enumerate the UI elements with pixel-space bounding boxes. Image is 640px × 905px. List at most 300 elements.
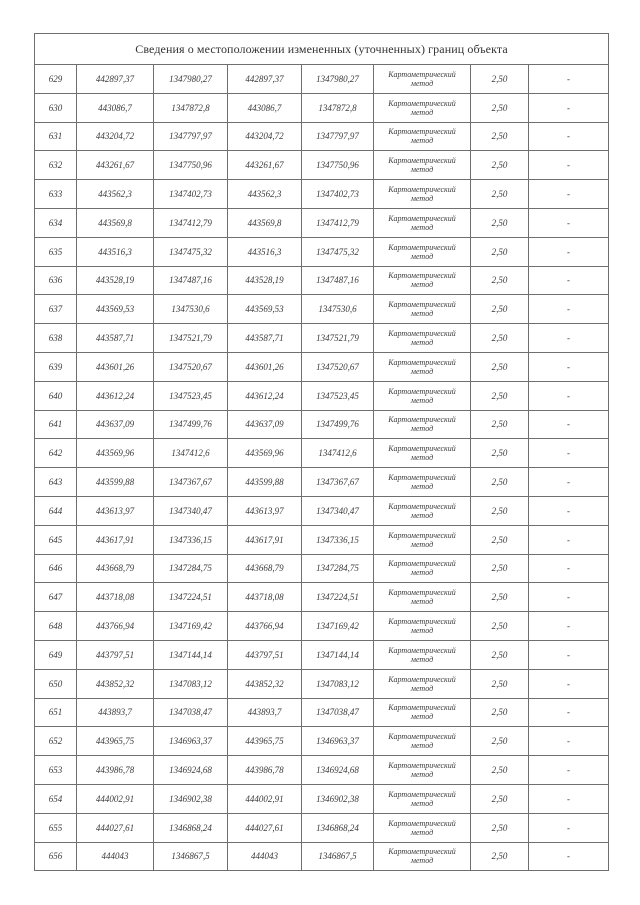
method-text: Картометрический — [388, 703, 456, 713]
method-cell — [374, 93, 471, 122]
method-cell — [374, 525, 471, 554]
refined-x-cell: 444027,61 — [228, 813, 302, 842]
method-cell — [374, 468, 471, 497]
existing-y-cell: 1346963,37 — [154, 727, 228, 756]
existing-x-cell: 443965,75 — [77, 727, 154, 756]
method-text: Картометрический — [388, 185, 456, 195]
boundary-coordinates-table — [34, 33, 609, 871]
method-text: Картометрический — [388, 444, 456, 454]
point-number-cell: 633 — [35, 180, 77, 209]
table-row — [35, 842, 609, 871]
point-number-cell: 635 — [35, 237, 77, 266]
existing-y-cell: 1347487,16 — [154, 266, 228, 295]
existing-x-cell: 443599,88 — [77, 468, 154, 497]
method-text: Картометрический — [388, 127, 456, 137]
refined-y-cell: 1346868,24 — [302, 813, 374, 842]
refined-x-cell: 443587,71 — [228, 324, 302, 353]
existing-x-cell: 443528,19 — [77, 266, 154, 295]
existing-x-cell: 443562,3 — [77, 180, 154, 209]
table-row — [35, 756, 609, 785]
method-text: Картометрический — [388, 732, 456, 742]
existing-x-cell: 443601,26 — [77, 352, 154, 381]
point-number-cell: 637 — [35, 295, 77, 324]
existing-x-cell: 443569,96 — [77, 439, 154, 468]
method-cell — [374, 813, 471, 842]
method-text: метод — [410, 222, 434, 232]
refined-x-cell: 443562,3 — [228, 180, 302, 209]
description-cell: - — [529, 295, 609, 324]
refined-x-cell: 443965,75 — [228, 727, 302, 756]
point-number-cell: 641 — [35, 410, 77, 439]
refined-x-cell: 443668,79 — [228, 554, 302, 583]
existing-x-cell: 443569,8 — [77, 208, 154, 237]
refined-x-cell: 443599,88 — [228, 468, 302, 497]
description-cell: - — [529, 468, 609, 497]
description-cell: - — [529, 439, 609, 468]
refined-x-cell: 443601,26 — [228, 352, 302, 381]
method-cell — [374, 612, 471, 641]
existing-y-cell: 1347224,51 — [154, 583, 228, 612]
refined-y-cell: 1347487,16 — [302, 266, 374, 295]
method-text: Картометрический — [388, 818, 456, 828]
refined-x-cell: 443516,3 — [228, 237, 302, 266]
method-text: Картометрический — [388, 789, 456, 799]
method-text: метод — [410, 424, 434, 434]
method-cell — [374, 842, 471, 871]
table-row — [35, 698, 609, 727]
method-text: Картометрический — [388, 329, 456, 339]
table-row — [35, 525, 609, 554]
method-cell — [374, 640, 471, 669]
method-cell — [374, 180, 471, 209]
description-cell: - — [529, 180, 609, 209]
point-number-cell: 644 — [35, 496, 77, 525]
precision-cell: 2,50 — [471, 525, 529, 554]
refined-y-cell: 1347521,79 — [302, 324, 374, 353]
refined-y-cell: 1347750,96 — [302, 151, 374, 180]
existing-y-cell: 1347083,12 — [154, 669, 228, 698]
refined-x-cell: 443204,72 — [228, 122, 302, 151]
point-number-cell: 639 — [35, 352, 77, 381]
method-cell — [374, 208, 471, 237]
existing-y-cell: 1347336,15 — [154, 525, 228, 554]
method-cell — [374, 324, 471, 353]
refined-x-cell: 444043 — [228, 842, 302, 871]
method-text: Картометрический — [388, 617, 456, 627]
method-text: метод — [410, 626, 434, 636]
table-row — [35, 352, 609, 381]
description-cell: - — [529, 208, 609, 237]
refined-x-cell: 443261,67 — [228, 151, 302, 180]
method-text: Картометрический — [388, 473, 456, 483]
method-text: Картометрический — [388, 271, 456, 281]
point-number-cell: 640 — [35, 381, 77, 410]
existing-x-cell: 443204,72 — [77, 122, 154, 151]
method-text: Картометрический — [388, 98, 456, 108]
point-number-cell: 649 — [35, 640, 77, 669]
description-cell: - — [529, 151, 609, 180]
point-number-cell: 642 — [35, 439, 77, 468]
existing-x-cell: 443261,67 — [77, 151, 154, 180]
method-cell — [374, 727, 471, 756]
method-text: Картометрический — [388, 674, 456, 684]
existing-y-cell: 1347797,97 — [154, 122, 228, 151]
description-cell: - — [529, 93, 609, 122]
refined-y-cell: 1347169,42 — [302, 612, 374, 641]
method-text: Картометрический — [388, 213, 456, 223]
existing-x-cell: 444043 — [77, 842, 154, 871]
existing-y-cell: 1346902,38 — [154, 784, 228, 813]
precision-cell: 2,50 — [471, 151, 529, 180]
table-row — [35, 496, 609, 525]
existing-x-cell: 443637,09 — [77, 410, 154, 439]
table-row — [35, 381, 609, 410]
refined-y-cell: 1346924,68 — [302, 756, 374, 785]
existing-x-cell: 443612,24 — [77, 381, 154, 410]
method-text: метод — [410, 827, 434, 837]
refined-x-cell: 443617,91 — [228, 525, 302, 554]
precision-cell: 2,50 — [471, 554, 529, 583]
method-text: метод — [410, 280, 434, 290]
precision-cell: 2,50 — [471, 93, 529, 122]
table-row — [35, 410, 609, 439]
method-cell — [374, 266, 471, 295]
method-cell — [374, 756, 471, 785]
existing-y-cell: 1347980,27 — [154, 65, 228, 94]
point-number-cell: 648 — [35, 612, 77, 641]
existing-x-cell: 443569,53 — [77, 295, 154, 324]
existing-y-cell: 1346924,68 — [154, 756, 228, 785]
precision-cell: 2,50 — [471, 496, 529, 525]
method-text: Картометрический — [388, 761, 456, 771]
refined-y-cell: 1347980,27 — [302, 65, 374, 94]
refined-y-cell: 1347340,47 — [302, 496, 374, 525]
refined-y-cell: 1347038,47 — [302, 698, 374, 727]
refined-y-cell: 1347083,12 — [302, 669, 374, 698]
refined-x-cell: 443893,7 — [228, 698, 302, 727]
existing-x-cell: 443613,97 — [77, 496, 154, 525]
existing-x-cell: 444027,61 — [77, 813, 154, 842]
existing-y-cell: 1347284,75 — [154, 554, 228, 583]
method-cell — [374, 669, 471, 698]
precision-cell: 2,50 — [471, 324, 529, 353]
existing-y-cell: 1347499,76 — [154, 410, 228, 439]
description-cell: - — [529, 842, 609, 871]
point-number-cell: 650 — [35, 669, 77, 698]
refined-x-cell: 443086,7 — [228, 93, 302, 122]
existing-y-cell: 1347144,14 — [154, 640, 228, 669]
method-text: метод — [410, 194, 434, 204]
refined-x-cell: 443528,19 — [228, 266, 302, 295]
existing-y-cell: 1347169,42 — [154, 612, 228, 641]
point-number-cell: 647 — [35, 583, 77, 612]
description-cell: - — [529, 813, 609, 842]
method-text: Картометрический — [388, 415, 456, 425]
precision-cell: 2,50 — [471, 669, 529, 698]
precision-cell: 2,50 — [471, 842, 529, 871]
method-text: метод — [410, 395, 434, 405]
description-cell: - — [529, 640, 609, 669]
refined-y-cell: 1347284,75 — [302, 554, 374, 583]
method-text: Картометрический — [388, 645, 456, 655]
existing-y-cell: 1346868,24 — [154, 813, 228, 842]
method-text: Картометрический — [388, 588, 456, 598]
description-cell: - — [529, 324, 609, 353]
method-text: метод — [410, 798, 434, 808]
refined-y-cell: 1347499,76 — [302, 410, 374, 439]
table-row — [35, 180, 609, 209]
description-cell: - — [529, 496, 609, 525]
precision-cell: 2,50 — [471, 727, 529, 756]
precision-cell: 2,50 — [471, 266, 529, 295]
precision-cell: 2,50 — [471, 381, 529, 410]
method-text: метод — [410, 712, 434, 722]
precision-cell: 2,50 — [471, 813, 529, 842]
table-row — [35, 554, 609, 583]
existing-x-cell: 443587,71 — [77, 324, 154, 353]
existing-y-cell: 1347038,47 — [154, 698, 228, 727]
precision-cell: 2,50 — [471, 295, 529, 324]
method-cell — [374, 295, 471, 324]
existing-y-cell: 1347412,79 — [154, 208, 228, 237]
point-number-cell: 631 — [35, 122, 77, 151]
existing-x-cell: 442897,37 — [77, 65, 154, 94]
table-body — [35, 65, 609, 871]
point-number-cell: 651 — [35, 698, 77, 727]
refined-x-cell: 444002,91 — [228, 784, 302, 813]
refined-y-cell: 1347402,73 — [302, 180, 374, 209]
method-text: метод — [410, 654, 434, 664]
method-cell — [374, 496, 471, 525]
existing-x-cell: 443086,7 — [77, 93, 154, 122]
refined-x-cell: 443569,96 — [228, 439, 302, 468]
refined-x-cell: 443569,53 — [228, 295, 302, 324]
precision-cell: 2,50 — [471, 698, 529, 727]
precision-cell: 2,50 — [471, 439, 529, 468]
existing-y-cell: 1347521,79 — [154, 324, 228, 353]
table-row — [35, 813, 609, 842]
existing-x-cell: 444002,91 — [77, 784, 154, 813]
point-number-cell: 630 — [35, 93, 77, 122]
refined-x-cell: 443718,08 — [228, 583, 302, 612]
refined-y-cell: 1347520,67 — [302, 352, 374, 381]
method-text: Картометрический — [388, 501, 456, 511]
refined-x-cell: 443797,51 — [228, 640, 302, 669]
description-cell: - — [529, 698, 609, 727]
description-cell: - — [529, 381, 609, 410]
method-text: метод — [410, 165, 434, 175]
table-title: Сведения о местоположении измененных (уточненных) границ объекта — [35, 34, 609, 65]
point-number-cell: 654 — [35, 784, 77, 813]
refined-y-cell: 1347872,8 — [302, 93, 374, 122]
refined-y-cell: 1347224,51 — [302, 583, 374, 612]
method-text: метод — [410, 741, 434, 751]
precision-cell: 2,50 — [471, 352, 529, 381]
point-number-cell: 636 — [35, 266, 77, 295]
existing-x-cell: 443718,08 — [77, 583, 154, 612]
method-text: метод — [410, 856, 434, 866]
existing-y-cell: 1347402,73 — [154, 180, 228, 209]
precision-cell: 2,50 — [471, 612, 529, 641]
description-cell: - — [529, 65, 609, 94]
method-text: Картометрический — [388, 386, 456, 396]
method-text: метод — [410, 309, 434, 319]
method-text: метод — [410, 107, 434, 117]
existing-x-cell: 443668,79 — [77, 554, 154, 583]
existing-y-cell: 1347750,96 — [154, 151, 228, 180]
precision-cell: 2,50 — [471, 410, 529, 439]
method-text: Картометрический — [388, 530, 456, 540]
method-cell — [374, 439, 471, 468]
refined-y-cell: 1347412,6 — [302, 439, 374, 468]
method-text: метод — [410, 683, 434, 693]
table-row — [35, 468, 609, 497]
precision-cell: 2,50 — [471, 65, 529, 94]
table-row — [35, 122, 609, 151]
method-text: метод — [410, 78, 434, 88]
method-text: Картометрический — [388, 300, 456, 310]
refined-y-cell: 1347144,14 — [302, 640, 374, 669]
method-cell — [374, 65, 471, 94]
method-cell — [374, 151, 471, 180]
existing-x-cell: 443797,51 — [77, 640, 154, 669]
precision-cell: 2,50 — [471, 756, 529, 785]
point-number-cell: 638 — [35, 324, 77, 353]
point-number-cell: 653 — [35, 756, 77, 785]
existing-y-cell: 1346867,5 — [154, 842, 228, 871]
existing-y-cell: 1347367,67 — [154, 468, 228, 497]
method-cell — [374, 352, 471, 381]
point-number-cell: 632 — [35, 151, 77, 180]
existing-y-cell: 1347412,6 — [154, 439, 228, 468]
method-text: Картометрический — [388, 847, 456, 857]
method-cell — [374, 784, 471, 813]
table-row — [35, 237, 609, 266]
description-cell: - — [529, 352, 609, 381]
table-row — [35, 727, 609, 756]
method-cell — [374, 698, 471, 727]
method-text: метод — [410, 338, 434, 348]
precision-cell: 2,50 — [471, 208, 529, 237]
method-text: метод — [410, 251, 434, 261]
method-text: метод — [410, 453, 434, 463]
refined-x-cell: 443613,97 — [228, 496, 302, 525]
method-text: метод — [410, 482, 434, 492]
method-text: метод — [410, 770, 434, 780]
method-cell — [374, 237, 471, 266]
point-number-cell: 629 — [35, 65, 77, 94]
method-text: метод — [410, 136, 434, 146]
table-row — [35, 208, 609, 237]
refined-x-cell: 443986,78 — [228, 756, 302, 785]
precision-cell: 2,50 — [471, 237, 529, 266]
point-number-cell: 656 — [35, 842, 77, 871]
existing-y-cell: 1347530,6 — [154, 295, 228, 324]
refined-x-cell: 443612,24 — [228, 381, 302, 410]
existing-x-cell: 443852,32 — [77, 669, 154, 698]
point-number-cell: 645 — [35, 525, 77, 554]
description-cell: - — [529, 784, 609, 813]
existing-y-cell: 1347520,67 — [154, 352, 228, 381]
description-cell: - — [529, 727, 609, 756]
precision-cell: 2,50 — [471, 784, 529, 813]
method-text: Картометрический — [388, 156, 456, 166]
existing-y-cell: 1347872,8 — [154, 93, 228, 122]
point-number-cell: 652 — [35, 727, 77, 756]
refined-y-cell: 1346963,37 — [302, 727, 374, 756]
precision-cell: 2,50 — [471, 583, 529, 612]
refined-y-cell: 1347530,6 — [302, 295, 374, 324]
method-text: метод — [410, 366, 434, 376]
description-cell: - — [529, 612, 609, 641]
refined-y-cell: 1347336,15 — [302, 525, 374, 554]
description-cell: - — [529, 756, 609, 785]
table-row — [35, 612, 609, 641]
existing-x-cell: 443766,94 — [77, 612, 154, 641]
method-text: Картометрический — [388, 559, 456, 569]
existing-x-cell: 443986,78 — [77, 756, 154, 785]
description-cell: - — [529, 122, 609, 151]
method-text: метод — [410, 568, 434, 578]
table-row — [35, 669, 609, 698]
refined-y-cell: 1347475,32 — [302, 237, 374, 266]
refined-x-cell: 443637,09 — [228, 410, 302, 439]
existing-y-cell: 1347340,47 — [154, 496, 228, 525]
existing-x-cell: 443516,3 — [77, 237, 154, 266]
table-row — [35, 295, 609, 324]
table-row — [35, 784, 609, 813]
description-cell: - — [529, 237, 609, 266]
method-text: Картометрический — [388, 242, 456, 252]
table-row — [35, 65, 609, 94]
method-cell — [374, 122, 471, 151]
method-text: метод — [410, 510, 434, 520]
description-cell: - — [529, 669, 609, 698]
method-cell — [374, 410, 471, 439]
description-cell: - — [529, 554, 609, 583]
point-number-cell: 646 — [35, 554, 77, 583]
refined-x-cell: 442897,37 — [228, 65, 302, 94]
description-cell: - — [529, 266, 609, 295]
refined-x-cell: 443852,32 — [228, 669, 302, 698]
table-row — [35, 266, 609, 295]
method-cell — [374, 583, 471, 612]
existing-y-cell: 1347475,32 — [154, 237, 228, 266]
method-text: метод — [410, 597, 434, 607]
table-row — [35, 324, 609, 353]
point-number-cell: 643 — [35, 468, 77, 497]
table-row — [35, 640, 609, 669]
existing-x-cell: 443617,91 — [77, 525, 154, 554]
precision-cell: 2,50 — [471, 468, 529, 497]
refined-y-cell: 1347367,67 — [302, 468, 374, 497]
table-row — [35, 439, 609, 468]
refined-y-cell: 1346867,5 — [302, 842, 374, 871]
method-text: Картометрический — [388, 357, 456, 367]
description-cell: - — [529, 410, 609, 439]
description-cell: - — [529, 525, 609, 554]
refined-y-cell: 1347412,79 — [302, 208, 374, 237]
existing-x-cell: 443893,7 — [77, 698, 154, 727]
refined-y-cell: 1347523,45 — [302, 381, 374, 410]
table-row — [35, 151, 609, 180]
existing-y-cell: 1347523,45 — [154, 381, 228, 410]
method-text: метод — [410, 539, 434, 549]
description-cell: - — [529, 583, 609, 612]
table-row — [35, 583, 609, 612]
method-text: Картометрический — [388, 69, 456, 79]
refined-x-cell: 443569,8 — [228, 208, 302, 237]
